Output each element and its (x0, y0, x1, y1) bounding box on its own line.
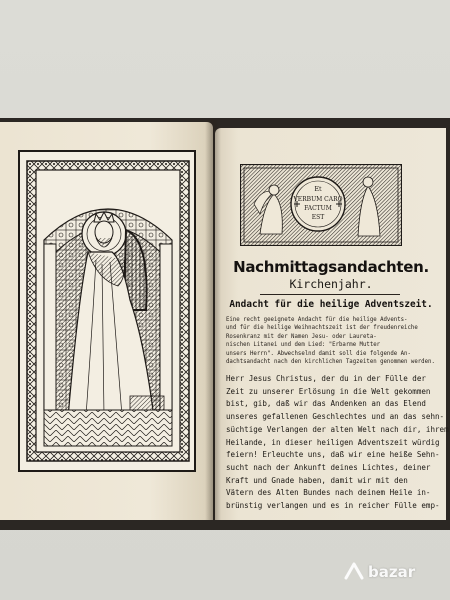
prayer-line: unseres gefallenen Geschlechtes und an das sehn- (226, 412, 445, 422)
prayer-line: Vätern des Alten Bundes nach deinem Heile in- (226, 488, 431, 498)
prayer-line: feiern! Erleuchte uns, daß wir eine heiße Sehn- (226, 450, 440, 460)
prayer-line: Heilande, in dieser heiligen Adventszeit würdig (226, 437, 440, 447)
prayer-line: Zeit zu unserer Erlösung in die Welt gekommen (226, 386, 431, 396)
prayer-line: bist, gib, daß wir das Andenken an das Elend (226, 399, 426, 409)
intro-paragraph (226, 316, 436, 366)
vignette-line-4: EST (311, 214, 325, 221)
vignette-line-1: Et (314, 185, 322, 193)
vignette-line-3: FACTUM (304, 205, 332, 212)
intro-line: und für die heilige Weihnachtszeit ist der freudenreiche (226, 325, 418, 332)
vignette-line-2: VERBUM CARO (293, 196, 343, 203)
prayer-paragraph (226, 373, 449, 513)
intro-line: dachtsandacht nach den kirchlichen Tagzeiten genommen werden. (226, 359, 435, 366)
divider-rule (260, 294, 400, 295)
prayer-line: sucht nach der Ankunft deines Lichtes, deiner (226, 462, 431, 472)
intro-line: Rosenkranz mit der Namen Jesu- oder Laureta- (226, 333, 377, 340)
intro-line: Eine recht geeignete Andacht für die heilige Advents- (226, 317, 408, 323)
prayer-line: Kraft und Gnade haben, damit wir mit den (226, 475, 408, 485)
header-vignette-engraving (240, 164, 402, 246)
saint-with-harp-engraving (26, 160, 190, 462)
prayer-line: süchtige Verlangen der alten Welt nach dir, ihrem (226, 424, 449, 434)
page-subtitle: Kirchenjahr. (289, 277, 373, 291)
page-title: Nachmittagsandachten. (233, 258, 429, 276)
intro-line: nischen Litanei und dem Lied: "Erbarme Mutter (226, 342, 381, 349)
prayer-line: Herr Jesus Christus, der du in der Fülle der (226, 374, 426, 383)
section-heading: Andacht für die heilige Adventszeit. (229, 299, 433, 310)
intro-line: unsers Herrn". Abwechselnd damit soll die folgende An- (226, 350, 411, 357)
book-gutter (205, 120, 221, 520)
watermark-text: bazar (368, 563, 416, 581)
prayer-line: brünstig verlangen und es in reicher Fülle emp- (226, 501, 440, 511)
